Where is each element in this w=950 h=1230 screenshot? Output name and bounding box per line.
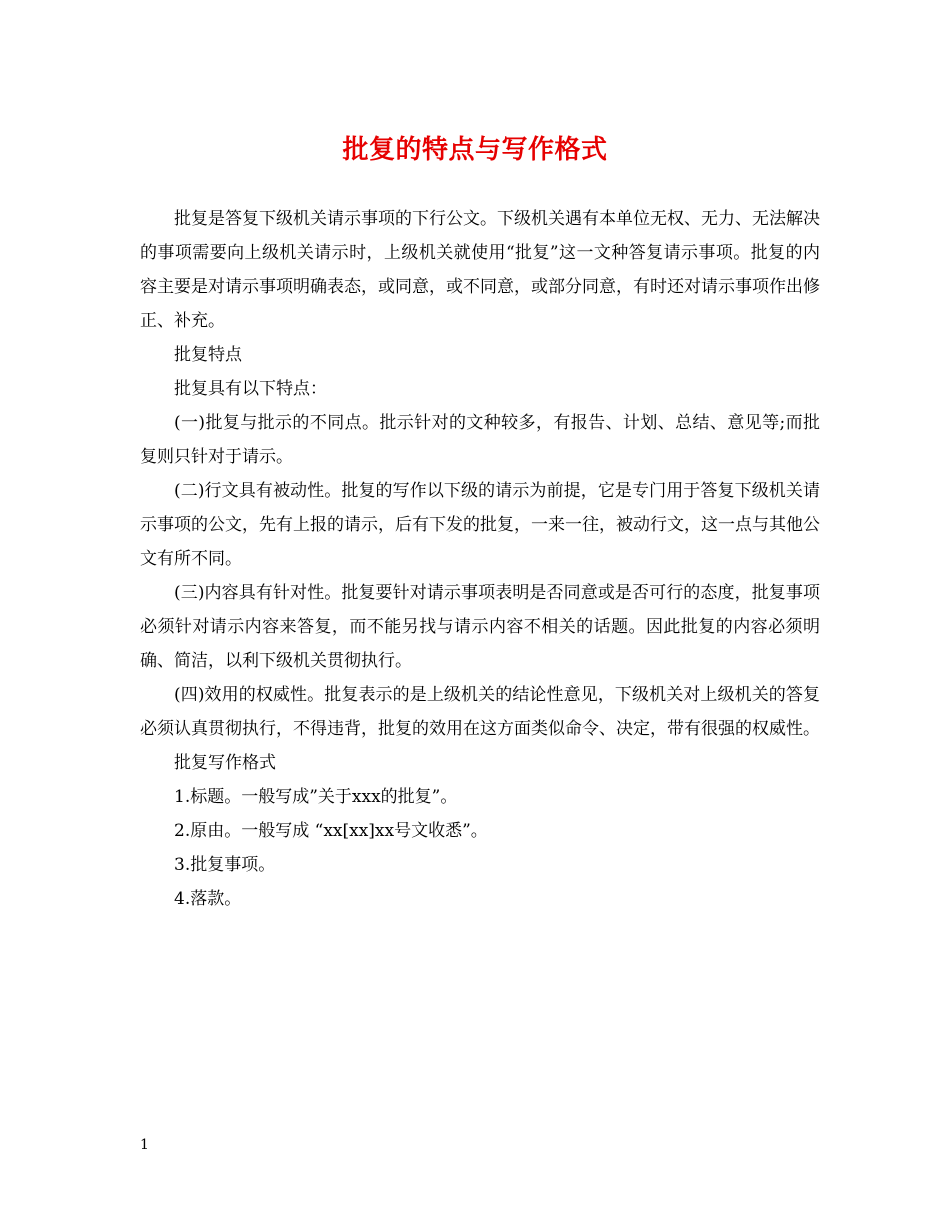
paragraph-feature-3: (三)内容具有针对性。批复要针对请示事项表明是否同意或是否可行的态度，批复事项必须针对请示内容来答复，而不能另找与请示内容不相关的话题。因此批复的内容必须明确、简洁，以利下级机关贯彻执行。 <box>140 583 820 671</box>
paragraph-intro: 批复是答复下级机关请示事项的下行公文。下级机关遇有本单位无权、无力、无法解决的事项需要向上级机关请示时，上级机关就使用“批复”这一文种答复请示事项。批复的内容主要是对请示事项明确表态，或同意，或不同意，或部分同意，有时还对请示事项作出修正、补充。 <box>140 209 820 331</box>
format-item-matters: 3.批复事项。 <box>174 855 276 875</box>
page-number: 1 <box>140 1137 149 1153</box>
paragraph-features-lead: 批复具有以下特点： <box>174 379 327 399</box>
format-item-title: 1.标题。一般写成”关于xxx的批复”。 <box>174 787 458 807</box>
paragraph-feature-4: (四)效用的权威性。批复表示的是上级机关的结论性意见，下级机关对上级机关的答复必须认真贯彻执行，不得违背，批复的效用在这方面类似命令、决定，带有很强的权威性。 <box>140 685 820 739</box>
page-title: 批复的特点与写作格式 <box>342 135 608 165</box>
paragraph-feature-2: (二)行文具有被动性。批复的写作以下级的请示为前提，它是专门用于答复下级机关请示事项的公文，先有上报的请示，后有下发的批复，一来一往，被动行文，这一点与其他公文有所不同。 <box>140 481 820 569</box>
format-item-reason: 2.原由。一般写成 “xx[xx]xx号文收悉”。 <box>174 821 488 841</box>
paragraph-feature-1: (一)批复与批示的不同点。批示针对的文种较多，有报告、计划、总结、意见等;而批复则只针对于请示。 <box>140 413 820 467</box>
section-heading-format: 批复写作格式 <box>174 753 276 773</box>
document-body <box>140 202 820 916</box>
format-item-signature: 4.落款。 <box>174 889 242 909</box>
section-heading-features: 批复特点 <box>174 345 242 365</box>
